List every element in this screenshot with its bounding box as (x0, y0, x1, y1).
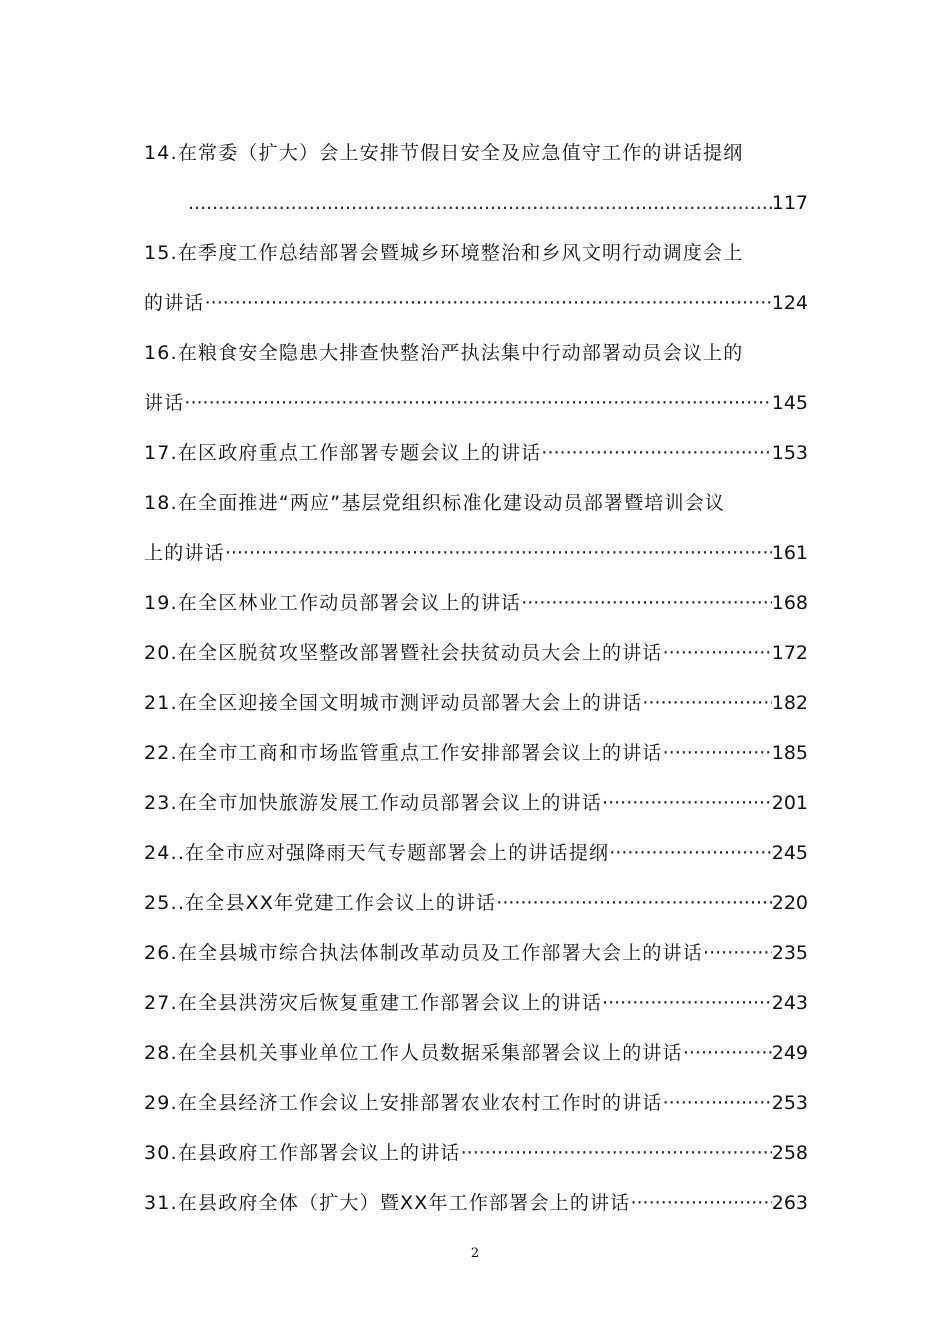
toc-entry-title: 24..在全市应对强降雨天气专题部署会上的讲话提纲 (144, 842, 610, 864)
toc-leader-dots (703, 928, 772, 978)
toc-leader-dots (609, 828, 771, 878)
page-number: 2 (470, 1246, 480, 1261)
toc-entry-page: 220 (771, 892, 808, 914)
toc-entry-page: 153 (771, 442, 808, 464)
toc-entry-title: 19.在全区林业工作动员部署会议上的讲话 (144, 592, 522, 614)
toc-entry-title: 22.在全市工商和市场监管重点工作安排部署会议上的讲话 (144, 742, 663, 764)
toc-entry-page: 201 (771, 792, 808, 814)
toc-entry-25[interactable] (144, 878, 808, 928)
toc-entry-page: 243 (771, 992, 808, 1014)
toc-entry-title: 14.在常委（扩大）会上安排节假日安全及应急值守工作的讲话提纲 (144, 142, 744, 164)
toc-entry-title: 25..在全县XX年党建工作会议上的讲话 (144, 892, 497, 914)
toc-entry-title: 28.在全县机关事业单位工作人员数据采集部署会议上的讲话 (144, 1042, 683, 1064)
toc-leader-dots (663, 728, 772, 778)
toc-entry-title: 27.在全县洪涝灾后恢复重建工作部署会议上的讲话 (144, 992, 603, 1014)
toc-entry-page: 117 (771, 192, 808, 214)
toc-entry-title-cont: 的讲话 (144, 292, 205, 314)
toc-entry-title: 26.在全县城市综合执法体制改革动员及工作部署大会上的讲话 (144, 942, 704, 964)
toc-entry-page: 145 (771, 392, 808, 414)
toc-entry-30[interactable] (144, 1128, 808, 1178)
toc-leader-dots (683, 1028, 772, 1078)
toc-entry-28[interactable] (144, 1028, 808, 1078)
toc-entry-title: 16.在粮食安全隐患大排查快整治严执法集中行动部署动员会议上的 (144, 342, 744, 364)
toc-entry-page: 263 (771, 1192, 808, 1214)
toc-entry-16[interactable] (144, 328, 808, 428)
toc-entry-title: 29.在全县经济工作会议上安排部署农业农村工作时的讲话 (144, 1092, 663, 1114)
toc-entry-page: 161 (771, 542, 808, 564)
toc-leader-dots (184, 378, 771, 428)
table-of-contents (144, 128, 808, 1228)
toc-leader-dots (461, 1128, 772, 1178)
toc-entry-14[interactable] (144, 128, 808, 228)
toc-entry-page: 172 (771, 642, 808, 664)
toc-entry-page: 235 (771, 942, 808, 964)
toc-entry-page: 124 (771, 292, 808, 314)
toc-entry-page: 185 (771, 742, 808, 764)
toc-leader-dots (225, 528, 772, 578)
toc-entry-22[interactable] (144, 728, 808, 778)
toc-entry-page: 253 (771, 1092, 808, 1114)
toc-entry-17[interactable] (144, 428, 808, 478)
toc-entry-27[interactable] (144, 978, 808, 1028)
toc-entry-title: 18.在全面推进“两应”基层党组织标准化建设动员部署暨培训会议 (144, 492, 726, 514)
toc-entry-19[interactable] (144, 578, 808, 628)
toc-entry-title-cont: 上的讲话 (144, 542, 225, 564)
toc-leader-dots (642, 678, 771, 728)
toc-entry-26[interactable] (144, 928, 808, 978)
toc-entry-title: 30.在县政府工作部署会议上的讲话 (144, 1142, 461, 1164)
toc-entry-title: 21.在全区迎接全国文明城市测评动员部署大会上的讲话 (144, 692, 643, 714)
toc-entry-title: 31.在县政府全体（扩大）暨XX年工作部署会上的讲话 (144, 1192, 631, 1214)
toc-entry-page: 249 (771, 1042, 808, 1064)
toc-entry-15[interactable] (144, 228, 808, 328)
toc-entry-20[interactable] (144, 628, 808, 678)
toc-leader-dots (663, 628, 772, 678)
toc-leader-dots (521, 578, 772, 628)
toc-entry-page: 182 (771, 692, 808, 714)
toc-entry-21[interactable] (144, 678, 808, 728)
toc-entry-31[interactable] (144, 1178, 808, 1228)
toc-leader-dots (188, 178, 772, 228)
toc-leader-dots (602, 978, 772, 1028)
toc-entry-18[interactable] (144, 478, 808, 578)
toc-entry-title: 23.在全市加快旅游发展工作动员部署会议上的讲话 (144, 792, 603, 814)
toc-entry-page: 168 (771, 592, 808, 614)
toc-entry-24[interactable] (144, 828, 808, 878)
toc-leader-dots (205, 278, 772, 328)
toc-leader-dots (663, 1078, 772, 1128)
toc-leader-dots (602, 778, 772, 828)
toc-entry-29[interactable] (144, 1078, 808, 1128)
toc-entry-title: 17.在区政府重点工作部署专题会议上的讲话 (144, 442, 542, 464)
toc-entry-title-cont: 讲话 (144, 392, 185, 414)
toc-leader-dots (541, 428, 771, 478)
toc-entry-page: 258 (771, 1142, 808, 1164)
toc-entry-23[interactable] (144, 778, 808, 828)
toc-entry-title: 20.在全区脱贫攻坚整改部署暨社会扶贫动员大会上的讲话 (144, 642, 663, 664)
toc-leader-dots (630, 1178, 771, 1228)
toc-entry-page: 245 (771, 842, 808, 864)
toc-entry-title: 15.在季度工作总结部署会暨城乡环境整治和乡风文明行动调度会上 (144, 242, 744, 264)
toc-leader-dots (496, 878, 771, 928)
